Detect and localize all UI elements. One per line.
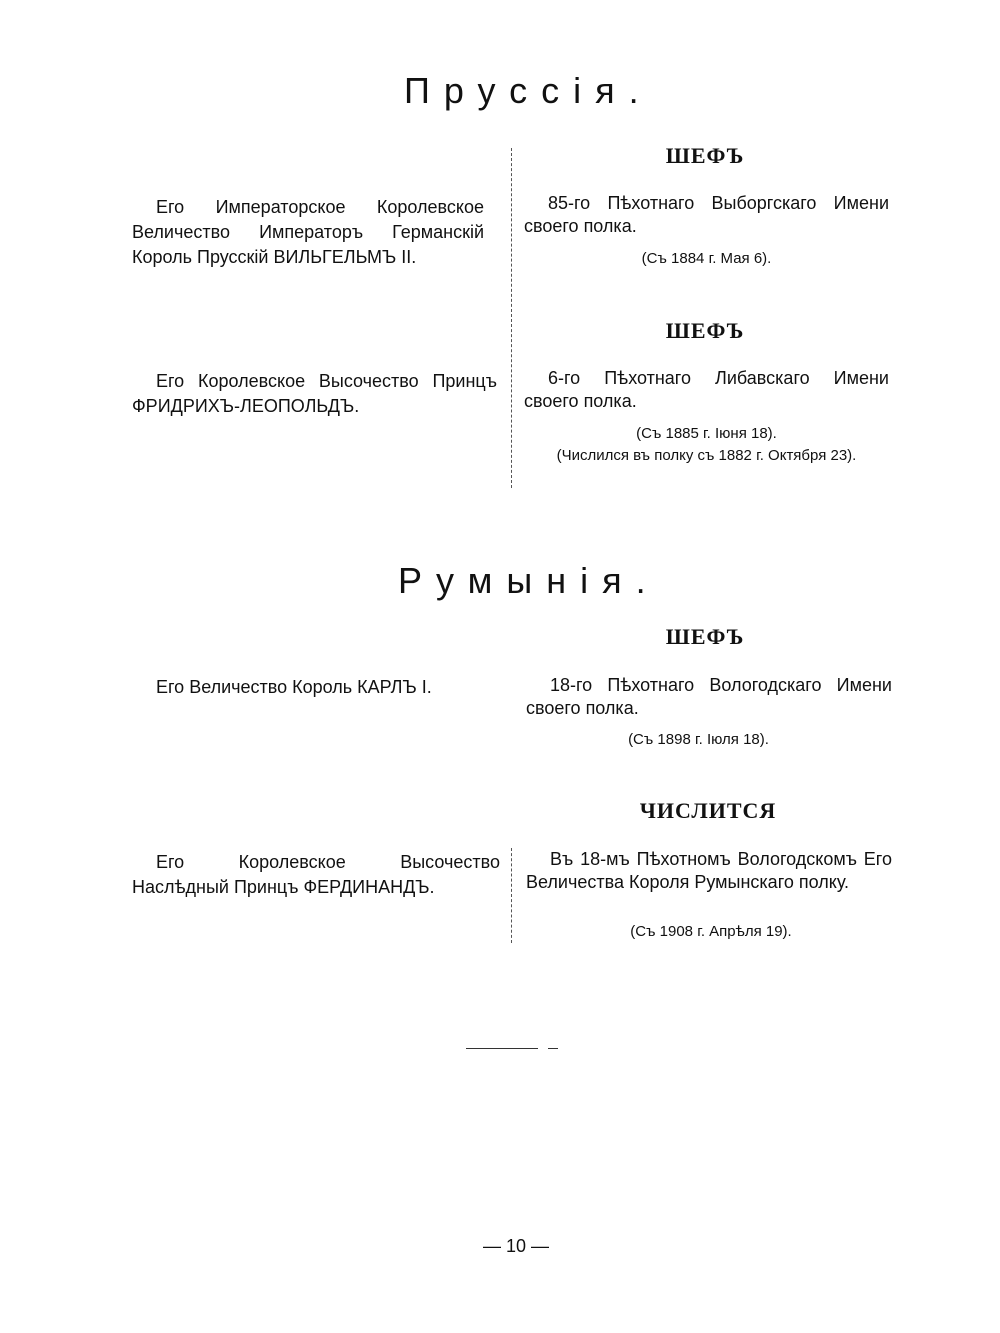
- date-line: (Съ 1908 г. Апрѣля 19).: [630, 923, 792, 940]
- column-divider: [511, 148, 512, 488]
- regiment-name: 85-го Пѣхотнаго Выборгскаго Имени своего полка.: [524, 193, 889, 236]
- date-line: (Съ 1885 г. Іюня 18).: [636, 425, 777, 442]
- regiment-name: Въ 18-мъ Пѣхотномъ Вологодскомъ Его Величества Короля Румынскаго полку.: [526, 849, 892, 892]
- person-name: Его Императорское Королевское Величество Императоръ Германскій Король Прусскій ВИЛЬГЕЛЬМЪ II.: [132, 197, 484, 267]
- person-name: Его Королевское Высочество Принцъ ФРИДРИХЪ-ЛЕОПОЛЬДЪ.: [132, 371, 497, 416]
- column-divider: [511, 848, 512, 943]
- page-number: — 10 —: [482, 1236, 550, 1256]
- date-line: (Съ 1884 г. Мая 6).: [641, 250, 772, 267]
- end-rule: [548, 1048, 558, 1049]
- section-title-romania: Румынія.: [398, 560, 660, 601]
- date-line: (Числился въ полку съ 1882 г. Октября 23).: [556, 447, 857, 464]
- role-heading: ШЕФЪ: [665, 624, 745, 649]
- role-heading: ШЕФЪ: [665, 318, 745, 343]
- role-heading: ЧИСЛИТСЯ: [639, 798, 777, 823]
- end-rule: [466, 1048, 538, 1049]
- role-heading: ШЕФЪ: [665, 143, 745, 168]
- date-line: (Съ 1898 г. Іюля 18).: [628, 731, 769, 748]
- person-name: Его Величество Король КАРЛЪ I.: [156, 677, 432, 697]
- person-name: Его Королевское Высочество Наслѣдный Принцъ ФЕРДИНАНДЪ.: [132, 852, 500, 897]
- regiment-name: 6-го Пѣхотнаго Либавскаго Имени своего полка.: [524, 368, 889, 411]
- regiment-name: 18-го Пѣхотнаго Вологодскаго Имени своего полка.: [526, 675, 892, 718]
- section-title-prussia: Пруссія.: [404, 70, 653, 111]
